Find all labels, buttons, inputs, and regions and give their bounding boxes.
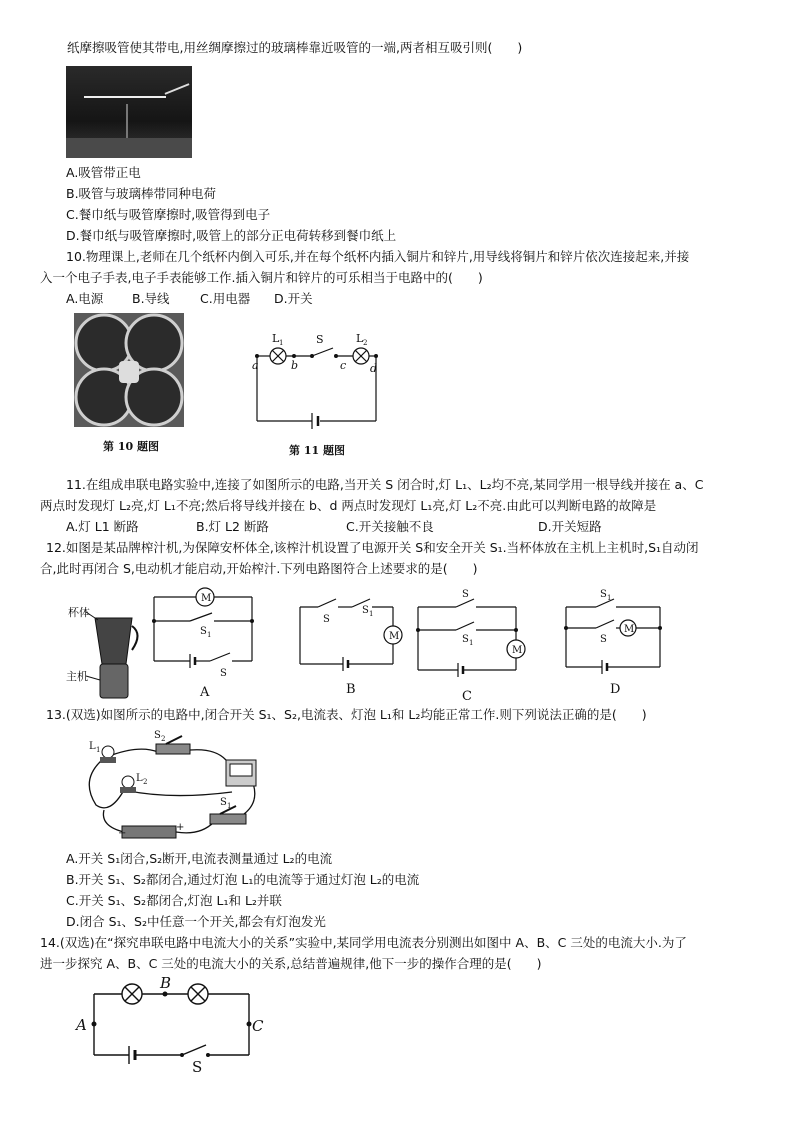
svg-text:2: 2 <box>161 735 166 743</box>
option-label-b: B <box>346 682 356 697</box>
q11-caption: 第 11 题图 <box>289 444 345 457</box>
s-a: S <box>220 668 227 679</box>
svg-text:1: 1 <box>227 802 232 810</box>
q13-label-s2: S <box>154 730 161 741</box>
fig11-label-l1: L <box>272 332 280 345</box>
q11-stem-line1: 11.在组成串联电路实验中,连接了如图所示的电路,当开关 S 闭合时,灯 L₁、L₂均不亮,某同学用一根导线并接在 a、C <box>66 477 704 492</box>
s1-d: S <box>600 589 607 600</box>
q9-stem: 纸摩擦吸管使其带电,用丝绸摩擦过的玻璃棒靠近吸管的一端,两者相互吸引则( ) <box>67 40 523 55</box>
q11-option-b: B.灯 L2 断路 <box>196 519 269 534</box>
q10-caption: 第 10 题图 <box>103 440 159 453</box>
q14-label-a: A <box>76 1016 87 1034</box>
q11-option-d: D.开关短路 <box>538 519 602 534</box>
s-d: S <box>600 634 607 645</box>
label-cup: 杯体 <box>68 606 90 619</box>
svg-text:+: + <box>176 822 185 833</box>
svg-text:1: 1 <box>469 639 474 647</box>
q10-stem-line2: 入一个电子手表,电子手表能够工作.插入铜片和锌片的可乐相当于电路中的( ) <box>40 270 483 285</box>
q14-stem-line2: 进一步探究 A、B、C 三处的电流大小的关系,总结普遍规律,他下一步的操作合理的是( ) <box>40 956 542 971</box>
q10-option-c: C.用电器 <box>200 291 251 306</box>
q14-label-s: S <box>192 1058 203 1076</box>
s-c: S <box>462 589 469 600</box>
q10-option-b: B.导线 <box>132 291 170 306</box>
q12-stem-line1: 12.如图是某品牌榨汁机,为保障安杯体全,该榨汁机设置了电源开关 S和安全开关 S₁.当杯体放在主机上主机时,S₁自动闭 <box>46 540 699 555</box>
q13-stem: 13.(双选)如图所示的电路中,闭合开关 S₁、S₂,电流表、灯泡 L₁和 L₂均能正常工作.则下列说法正确的是( ) <box>46 707 647 722</box>
fig11-label-d: d <box>370 362 378 375</box>
option-label-d: D <box>610 682 621 697</box>
fig11-label-s: S <box>316 333 324 346</box>
q13-label-s1: S <box>220 797 227 808</box>
svg-text:1: 1 <box>607 594 612 602</box>
label-base: 主机 <box>66 670 88 683</box>
q13-option-d: D.闭合 S₁、S₂中任意一个开关,都会有灯泡发光 <box>66 914 326 929</box>
svg-text:1: 1 <box>207 631 212 639</box>
q14-stem-line1: 14.(双选)在“探究串联电路中电流大小的关系”实验中,某同学用电流表分别测出如图中 A、B、C 三处的电流大小.为了 <box>40 935 687 950</box>
q9-option-b: B.吸管与玻璃棒带同种电荷 <box>66 186 217 201</box>
q13-option-c: C.开关 S₁、S₂都闭合,灯泡 L₁和 L₂并联 <box>66 893 282 908</box>
q11-option-a: A.灯 L1 断路 <box>66 519 139 534</box>
motor-b: M <box>389 631 400 642</box>
s-b: S <box>323 614 330 625</box>
q9-option-c: C.餐巾纸与吸管摩擦时,吸管得到电子 <box>66 207 271 222</box>
svg-text:2: 2 <box>363 339 368 347</box>
motor-d: M <box>624 624 635 635</box>
svg-text:2: 2 <box>143 778 148 786</box>
q9-option-a: A.吸管带正电 <box>66 165 141 180</box>
svg-text:1: 1 <box>369 610 374 618</box>
q14-label-c: C <box>252 1017 264 1035</box>
q9-option-d: D.餐巾纸与吸管摩擦时,吸管上的部分正电荷转移到餐巾纸上 <box>66 228 397 243</box>
fig11-label-c: c <box>340 359 347 372</box>
fig11-label-l2: L <box>356 332 364 345</box>
svg-text:1: 1 <box>96 746 101 754</box>
q13-label-l1: L <box>89 741 96 752</box>
s1-a: S <box>200 626 207 637</box>
s1-c: S <box>462 634 469 645</box>
q13-option-a: A.开关 S₁闭合,S₂断开,电流表测量通过 L₂的电流 <box>66 851 333 866</box>
fig11-label-b: b <box>291 359 299 372</box>
q10-option-a: A.电源 <box>66 291 104 306</box>
svg-text:−: − <box>118 828 127 839</box>
fig11-label-a: a <box>252 359 259 372</box>
q10-option-d: D.开关 <box>274 291 313 306</box>
q13-label-l2: L <box>136 773 143 784</box>
option-label-a: A <box>200 685 210 700</box>
q13-option-b: B.开关 S₁、S₂都闭合,通过灯泡 L₁的电流等于通过灯泡 L₂的电流 <box>66 872 420 887</box>
motor-c: M <box>512 645 523 656</box>
q12-stem-line2: 合,此时再闭合 S,电动机才能启动,开始榨汁.下列电路图符合上述要求的是( ) <box>40 561 478 576</box>
q11-option-c: C.开关接触不良 <box>346 519 434 534</box>
q10-stem-line1: 10.物理课上,老师在几个纸杯内倒入可乐,并在每个纸杯内插入铜片和锌片,用导线将铜片和锌片依次连接起来,并接 <box>66 249 690 264</box>
q11-stem-line2: 两点时发现灯 L₂亮,灯 L₁不亮;然后将导线并接在 b、d 两点时发现灯 L₁亮,灯 L₂不亮.由此可以判断电路的故障是 <box>40 498 657 513</box>
motor-a: M <box>201 593 212 604</box>
s1-b: S <box>362 605 369 616</box>
svg-text:1: 1 <box>279 339 284 347</box>
q14-label-b: B <box>160 974 172 992</box>
option-label-c: C <box>462 689 472 704</box>
